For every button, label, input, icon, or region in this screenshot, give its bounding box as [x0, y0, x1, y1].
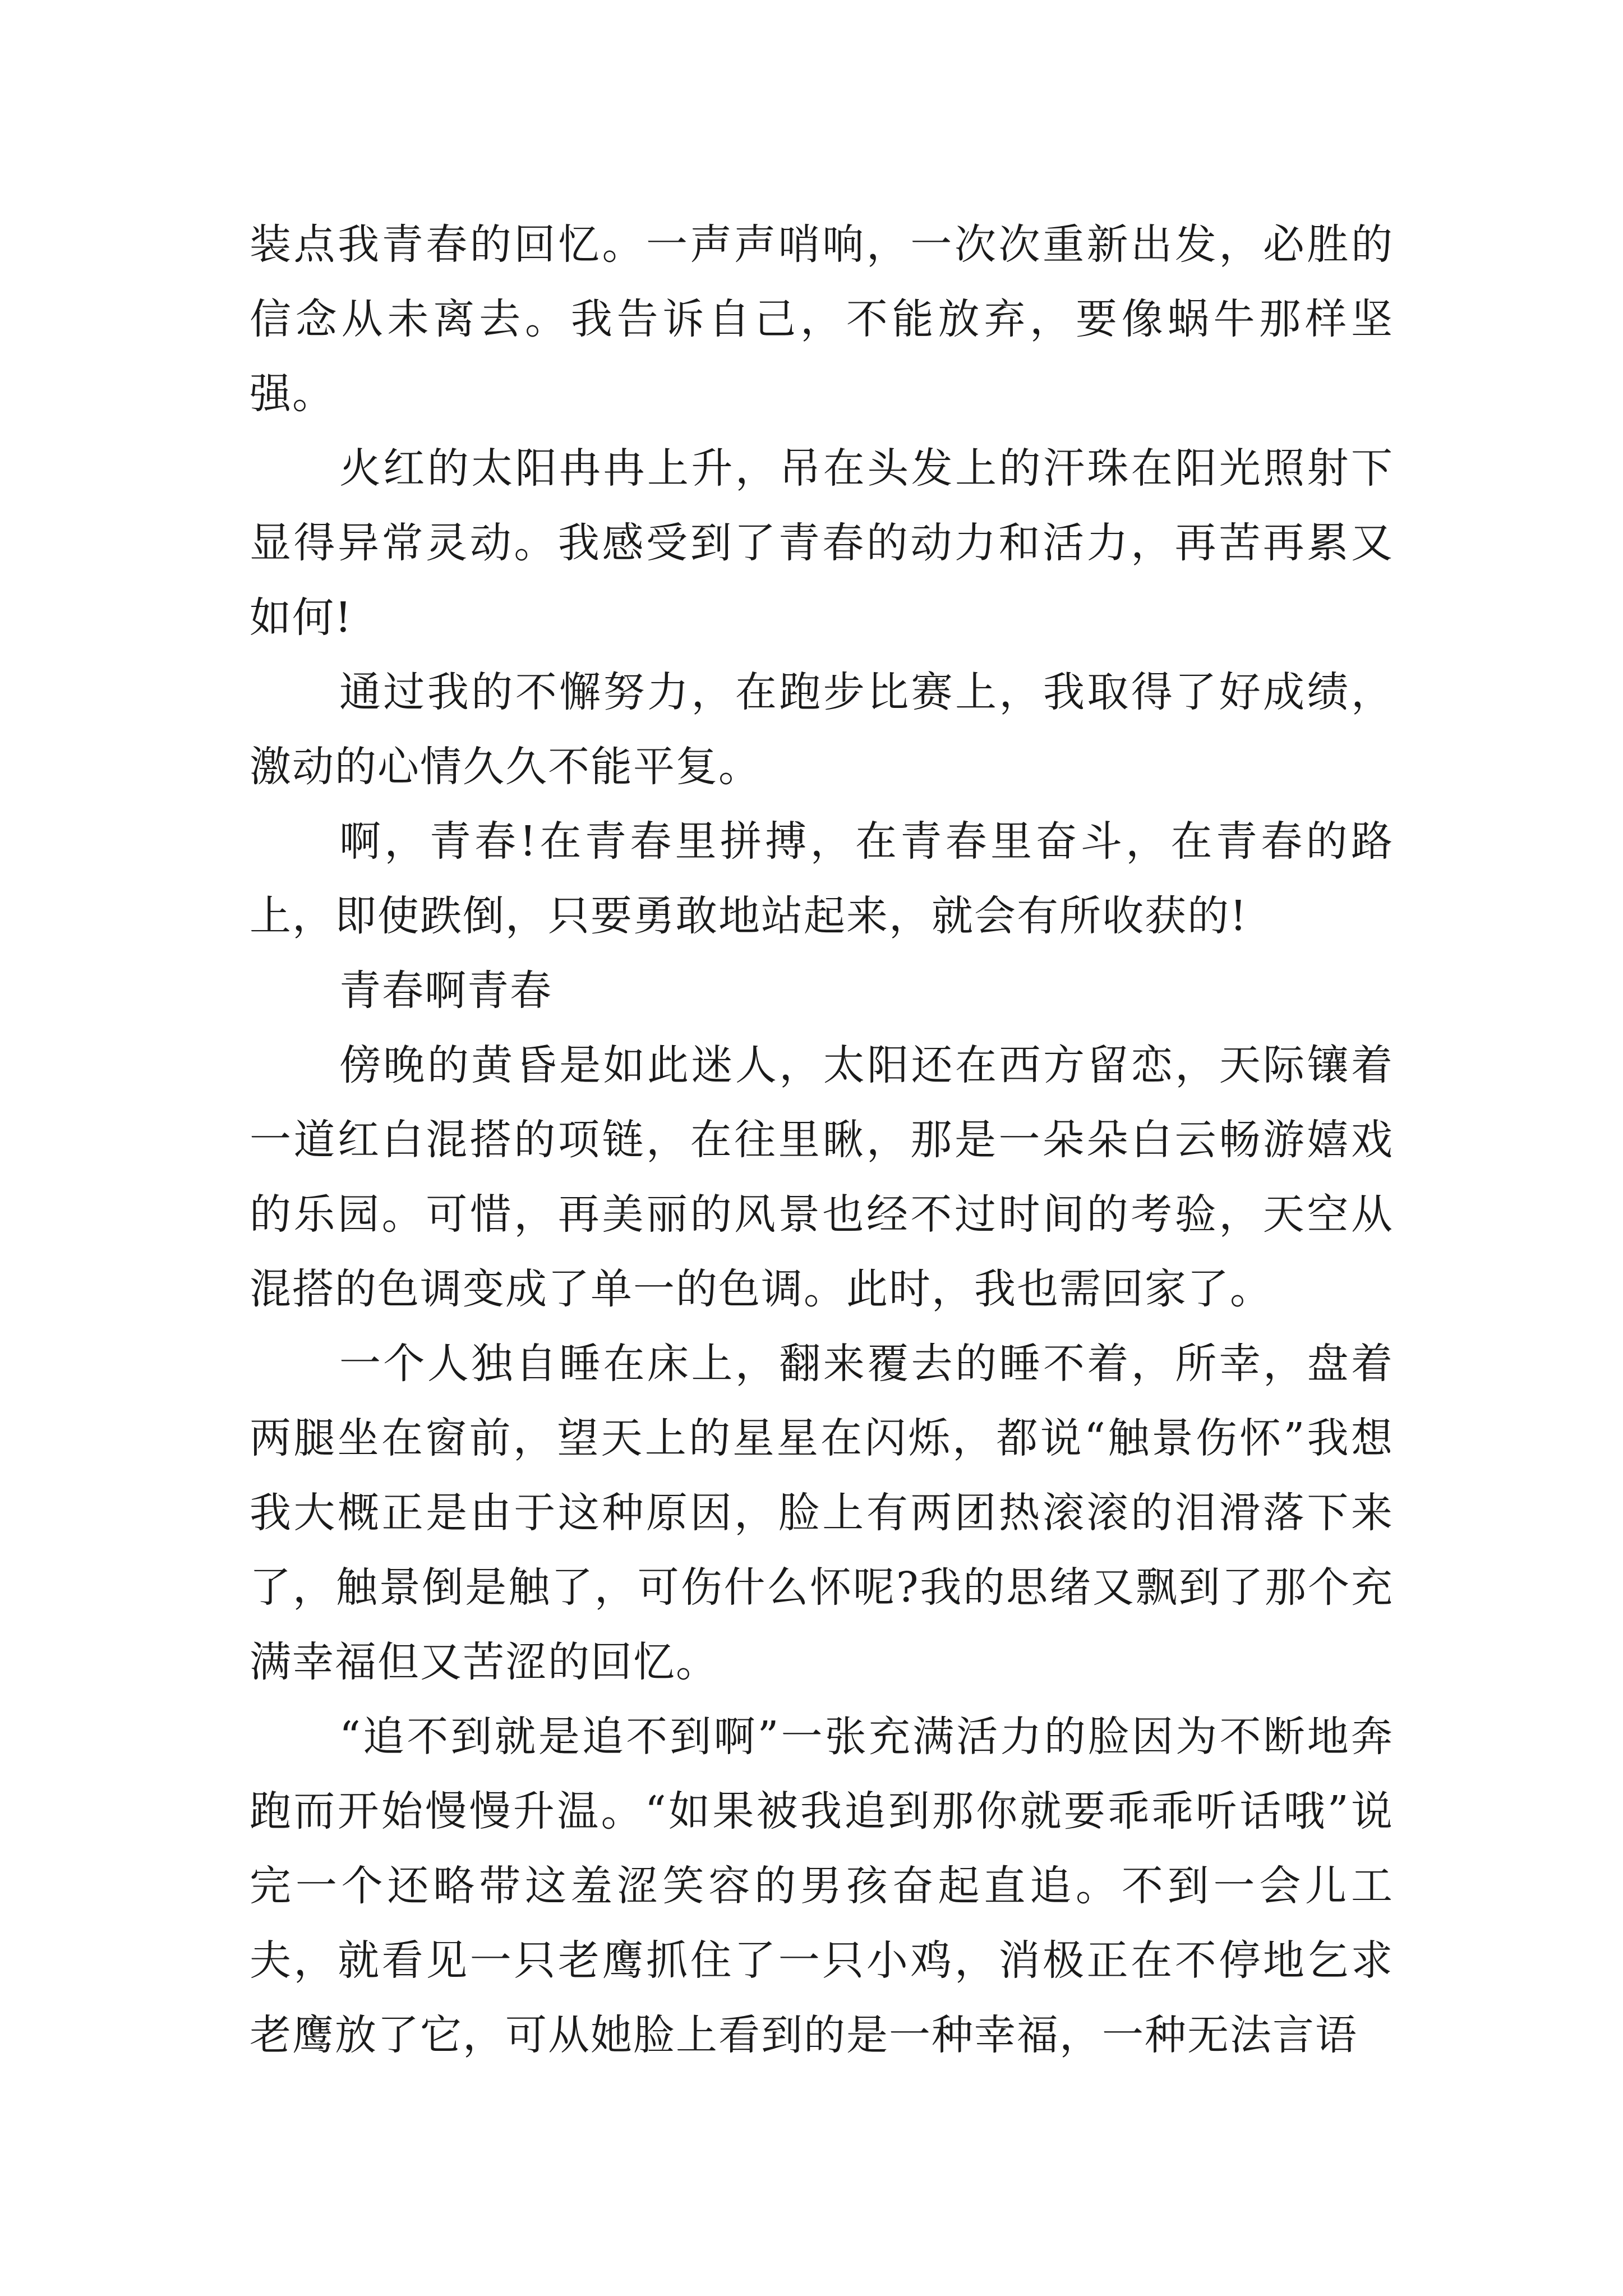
paragraph-2: 火红的太阳冉冉上升，吊在头发上的汗珠在阳光照射下显得异常灵动。我感受到了青春的动力和活力，再苦再累又如何! — [250, 444, 1394, 642]
paragraph-5: 傍晚的黄昏是如此迷人，太阳还在西方留恋，天际镶着一道红白混搭的项链，在往里瞅，那是一朵朵白云畅游嬉戏的乐园。可惜，再美丽的风景也经不过时间的考验，天空从混搭的色调变成了单一的色调。此时，我也需回家了。 — [250, 1041, 1394, 1313]
paragraph-6: 一个人独自睡在床上，翻来覆去的睡不着，所幸，盘着两腿坐在窗前，望天上的星星在闪烁，都说“触景伤怀”我想我大概正是由于这种原因，脸上有两团热滚滚的泪滑落下来了，触景倒是触了，可伤什么怀呢?我的思绪又飘到了那个充满幸福但又苦涩的回忆。 — [250, 1340, 1394, 1686]
document-body — [250, 208, 1394, 2073]
paragraph-7: “追不到就是追不到啊”一张充满活力的脸因为不断地奔跑而开始慢慢升温。“如果被我追到那你就要乖乖听话哦”说完一个还略带这羞涩笑容的男孩奋起直追。不到一会儿工夫，就看见一只老鹰抓住了一只小鸡，消极正在不停地乞求老鹰放了它，可从她脸上看到的是一种幸福，一种无法言语 — [250, 1713, 1394, 2059]
paragraph-4: 啊，青春!在青春里拼搏，在青春里奋斗，在青春的路上，即使跌倒，只要勇敢地站起来，就会有所收获的! — [250, 817, 1394, 940]
paragraph-1: 装点我青春的回忆。一声声哨响，一次次重新出发，必胜的信念从未离去。我告诉自己，不能放弃，要像蜗牛那样坚强。 — [250, 220, 1394, 418]
paragraph-3: 通过我的不懈努力，在跑步比赛上，我取得了好成绩，激动的心情久久不能平复。 — [250, 668, 1394, 791]
section-title: 青春啊青春 — [339, 967, 552, 1015]
